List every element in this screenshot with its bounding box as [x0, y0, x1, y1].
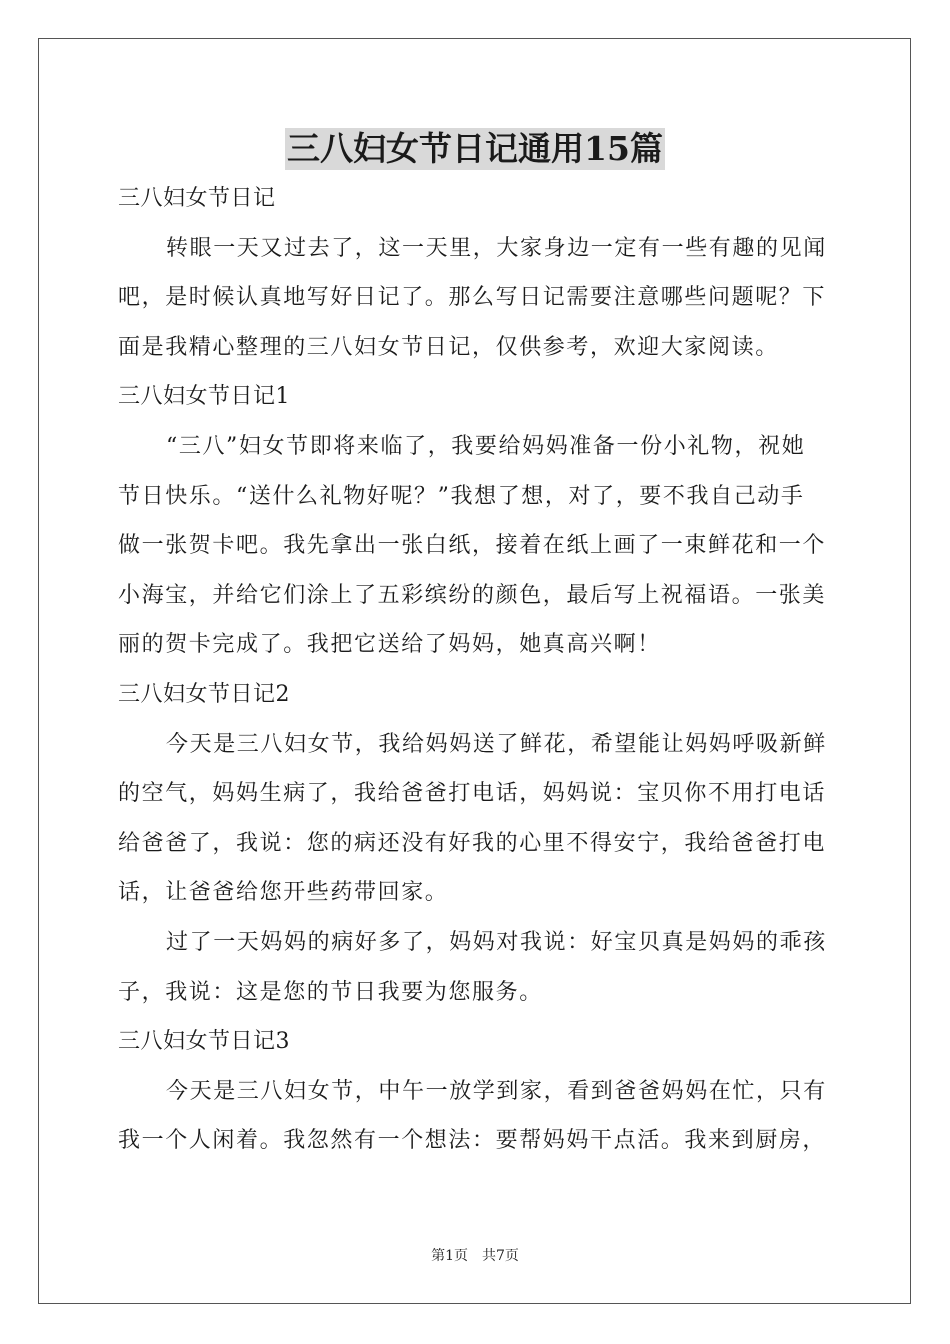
section-heading: 三八妇女节日记	[118, 186, 276, 211]
paragraph-line: 吧，是时候认真地写好日记了。那么写日记需要注意哪些问题呢？下	[118, 285, 827, 311]
title-container	[0, 128, 950, 170]
paragraph-line: 做一张贺卡吧。我先拿出一张白纸，接着在纸上画了一束鲜花和一个	[118, 533, 827, 559]
page-number: 第1页	[431, 1248, 468, 1264]
section-heading: 三八妇女节日记2	[118, 681, 290, 707]
section-heading: 三八妇女节日记1	[118, 384, 290, 410]
paragraph-line: 面是我精心整理的三八妇女节日记，仅供参考，欢迎大家阅读。	[118, 334, 779, 360]
document-title: 三八妇女节日记通用15篇	[287, 129, 663, 168]
document-body	[118, 174, 834, 1166]
paragraph-line: 给爸爸了，我说：您的病还没有好我的心里不得安宁，我给爸爸打电	[118, 830, 827, 856]
paragraph-line: 节日快乐。“送什么礼物好呢？”我想了想，对了，要不我自己动手	[118, 483, 805, 509]
page-total: 共7页	[482, 1248, 519, 1264]
page-footer	[0, 1247, 950, 1265]
paragraph-line: 小海宝，并给它们涂上了五彩缤纷的颜色，最后写上祝福语。一张美	[118, 582, 827, 608]
paragraph-line: 的空气，妈妈生病了，我给爸爸打电话，妈妈说：宝贝你不用打电话	[118, 781, 827, 807]
paragraph-line: 过了一天妈妈的病好多了，妈妈对我说：好宝贝真是妈妈的乖孩	[166, 929, 827, 955]
section-heading: 三八妇女节日记3	[118, 1029, 290, 1055]
paragraph-line: 话，让爸爸给您开些药带回家。	[118, 880, 449, 906]
paragraph-line: 今天是三八妇女节，我给妈妈送了鲜花，希望能让妈妈呼吸新鲜	[166, 731, 827, 757]
paragraph-line: “三八”妇女节即将来临了，我要给妈妈准备一份小礼物，祝她	[166, 433, 806, 459]
paragraph-line: 转眼一天又过去了，这一天里，大家身边一定有一些有趣的见闻	[166, 235, 827, 261]
paragraph-line: 子，我说：这是您的节日我要为您服务。	[118, 979, 543, 1005]
paragraph-line: 丽的贺卡完成了。我把它送给了妈妈，她真高兴啊！	[118, 632, 661, 658]
paragraph-line: 我一个人闲着。我忽然有一个想法：要帮妈妈干点活。我来到厨房，	[118, 1128, 827, 1154]
paragraph-line: 今天是三八妇女节，中午一放学到家，看到爸爸妈妈在忙，只有	[166, 1078, 827, 1104]
